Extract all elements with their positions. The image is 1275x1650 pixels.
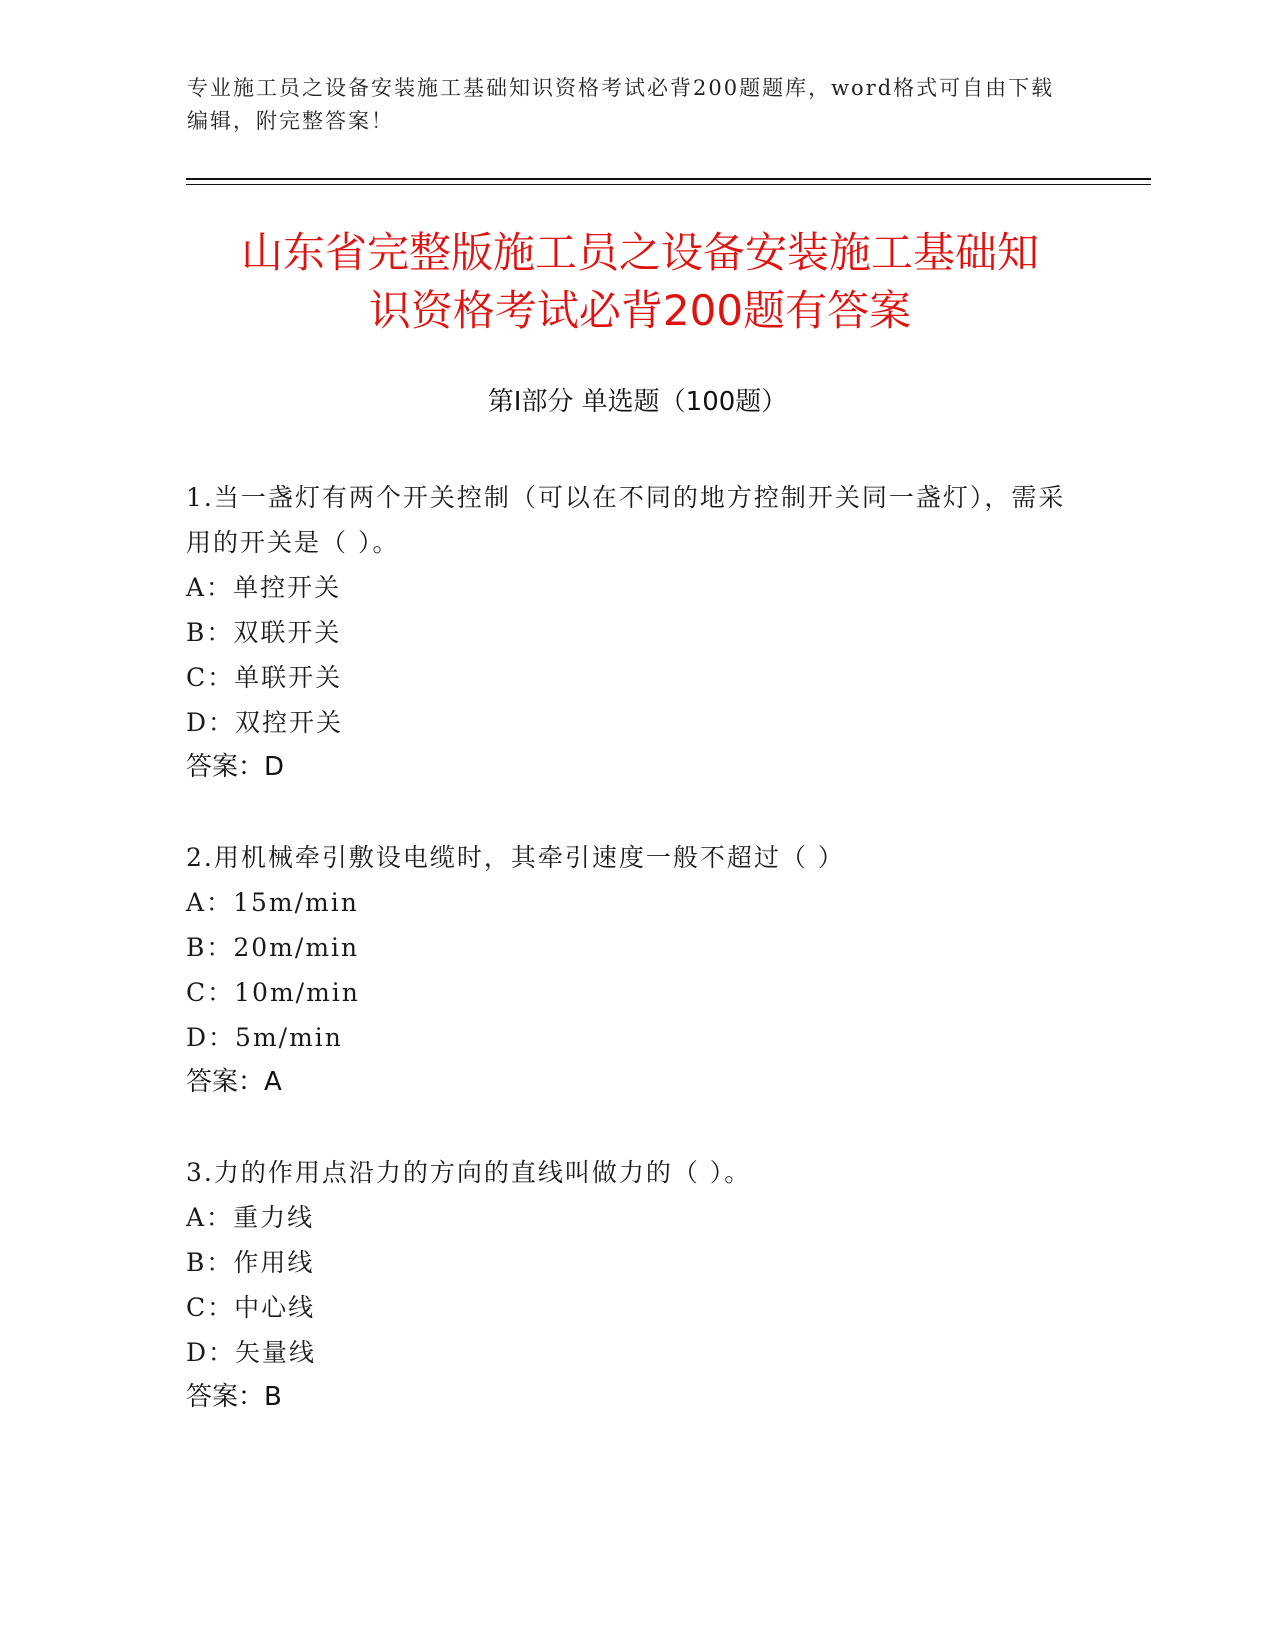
option-d — [186, 700, 1086, 745]
question-list — [186, 475, 1086, 1465]
question-3 — [186, 1150, 1086, 1420]
option-d — [186, 1330, 1086, 1375]
header-note: 专业施工员之设备安装施工基础知识资格考试必背200题题库，word格式可自由下载编辑，附完整答案！ — [187, 76, 1055, 133]
option-key: C： — [186, 1293, 235, 1322]
option-key: D： — [186, 708, 236, 737]
option-text: 矢量线 — [235, 1338, 317, 1367]
option-b — [186, 1240, 1086, 1285]
option-a — [186, 1195, 1086, 1240]
option-c — [186, 970, 1086, 1015]
question-stem: 3.力的作用点沿力的方向的直线叫做力的（ ）。 — [186, 1158, 752, 1187]
option-key: C： — [186, 978, 235, 1007]
option-b — [186, 610, 1086, 655]
option-key: A： — [186, 888, 234, 917]
option-key: B： — [186, 933, 234, 962]
option-text: 双联开关 — [233, 618, 342, 647]
header-rule-thin — [186, 184, 1151, 185]
document-title-line-2: 识资格考试必背200题有答案 — [368, 286, 912, 335]
question-stem: 1.当一盏灯有两个开关控制（可以在不同的地方控制开关同一盏灯），需采用的开关是（ ）。 — [186, 483, 1066, 557]
header-rule-thick — [186, 178, 1151, 180]
option-text: 15m/min — [233, 888, 359, 917]
option-key: D： — [186, 1338, 236, 1367]
answer: 答案：A — [186, 1067, 282, 1097]
option-text: 重力线 — [233, 1203, 315, 1232]
option-a — [186, 565, 1086, 610]
document-title — [160, 224, 1120, 340]
answer: 答案：B — [186, 1382, 282, 1412]
option-key: A： — [186, 1203, 234, 1232]
option-a — [186, 880, 1086, 925]
option-text: 10m/min — [234, 978, 360, 1007]
option-text: 中心线 — [234, 1293, 316, 1322]
option-text: 20m/min — [233, 933, 360, 962]
question-stem: 2.用机械牵引敷设电缆时，其牵引速度一般不超过（ ） — [186, 843, 845, 872]
option-text: 单控开关 — [233, 573, 342, 602]
option-text: 作用线 — [233, 1248, 315, 1277]
option-text: 单联开关 — [234, 663, 343, 692]
option-key: D： — [186, 1023, 236, 1052]
option-d — [186, 1015, 1086, 1060]
option-key: C： — [186, 663, 235, 692]
answer: 答案：D — [186, 752, 285, 782]
section-title: 第I部分 单选题（100题） — [487, 387, 788, 417]
option-b — [186, 925, 1086, 970]
option-key: A： — [186, 573, 234, 602]
option-text: 5m/min — [235, 1023, 343, 1052]
option-key: B： — [186, 1248, 234, 1277]
option-key: B： — [186, 618, 234, 647]
option-text: 双控开关 — [235, 708, 344, 737]
question-2 — [186, 835, 1086, 1105]
option-c — [186, 1285, 1086, 1330]
question-1 — [186, 475, 1086, 790]
document-title-line-1: 山东省完整版施工员之设备安装施工基础知 — [240, 228, 1039, 277]
option-c — [186, 655, 1086, 700]
